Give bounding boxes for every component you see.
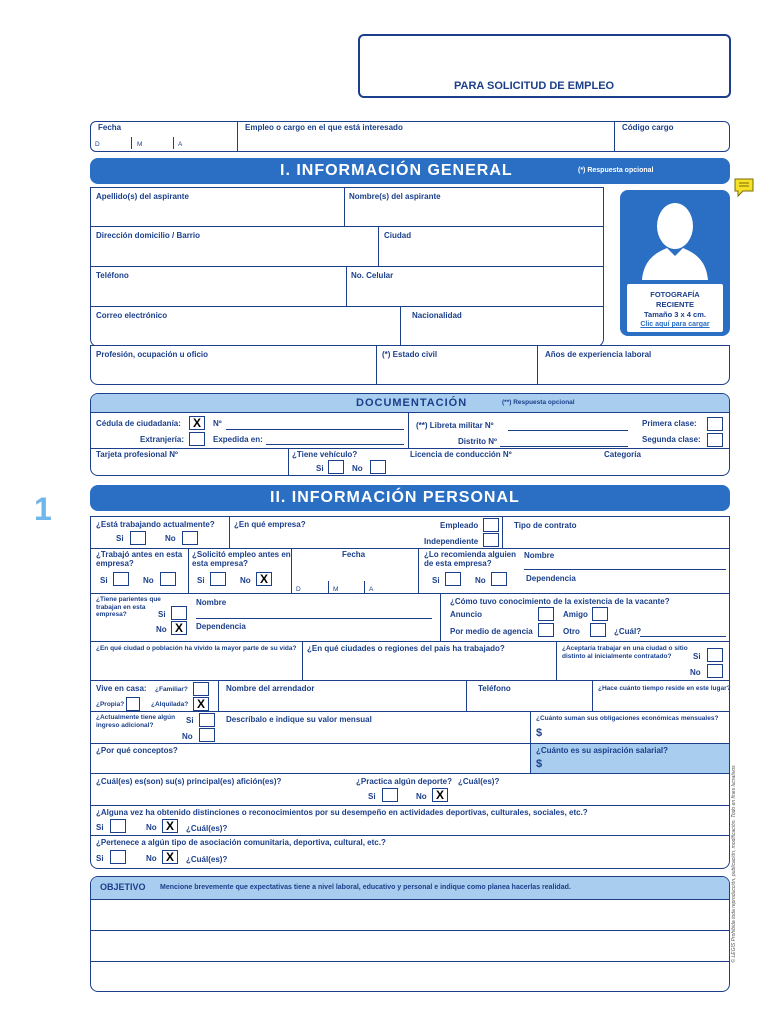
deporte-si-label: Si [368, 792, 376, 801]
objetivo-text: Mencione brevemente que expectativas tiene a nivel laboral, educativo y personal e indique como planea hacerlas realidad. [160, 884, 571, 891]
aspiracion-dollar: $ [536, 758, 543, 770]
asociacion-si-checkbox[interactable] [110, 850, 126, 864]
trabajo-antes-no-checkbox[interactable] [160, 572, 176, 586]
ingreso-no-checkbox[interactable] [199, 728, 215, 742]
primera-clase-label: Primera clase: [642, 419, 697, 428]
anuncio-checkbox[interactable] [538, 607, 554, 621]
extranjeria-checkbox[interactable] [189, 432, 205, 446]
section-personal-title: II. INFORMACIÓN PERSONAL [270, 489, 520, 506]
arrendador-telefono-label: Teléfono [478, 684, 511, 693]
photo-upload-link[interactable]: Clic aquí para cargar [640, 321, 710, 328]
libreta-label: (**) Libreta militar Nº [416, 421, 494, 430]
recomienda-dependencia-label: Dependencia [526, 574, 576, 583]
solicito-fecha-label: Fecha [342, 550, 366, 559]
asociacion-no-label: No [146, 854, 157, 863]
recomienda-si-label: Si [432, 576, 440, 585]
distinciones-no-label: No [146, 823, 157, 832]
distinciones-si-label: Si [96, 823, 104, 832]
solicito-month-label: M [333, 586, 339, 593]
cedula-label: Cédula de ciudadanía: [96, 419, 181, 428]
cedula-checkbox[interactable]: X [189, 416, 205, 430]
objetivo-title: OBJETIVO [100, 882, 146, 892]
documentacion-title: DOCUMENTACIÓN [356, 397, 468, 409]
independiente-label: Independiente [424, 537, 479, 546]
alquilada-label: ¿Alquilada? [151, 701, 189, 708]
trabajando-si-checkbox[interactable] [130, 531, 146, 545]
ingreso-si-label: Si [186, 716, 194, 725]
parientes-no-label: No [156, 625, 167, 634]
arrendador-label: Nombre del arrendador [226, 684, 315, 693]
profesion-label: Profesión, ocupación u oficio [96, 350, 209, 359]
celular-label: No. Celular [351, 271, 394, 280]
photo-line-3: Tamaño 3 x 4 cm. [644, 310, 706, 319]
distinciones-label: ¿Alguna vez ha obtenido distinciones o reconocimientos por su desempeño en actividades deportivas, culturales, sociales, etc.? [96, 808, 588, 817]
solicito-day-label: D [296, 586, 301, 593]
recomienda-no-label: No [475, 576, 486, 585]
recomienda-nombre-label: Nombre [524, 551, 555, 560]
documentacion-note: (**) Respuesta opcional [502, 399, 575, 406]
photo-line-2: RECIENTE [656, 300, 694, 309]
vive-label: Vive en casa: [96, 684, 147, 693]
vacante-cual-label: ¿Cuál? [614, 627, 642, 636]
aceptaria-si-checkbox[interactable] [707, 648, 723, 662]
parientes-dependencia-label: Dependencia [196, 622, 246, 631]
amigo-checkbox[interactable] [592, 607, 608, 621]
apellidos-label: Apellido(s) del aspirante [96, 192, 189, 201]
parientes-si-checkbox[interactable] [171, 606, 187, 620]
asociacion-no-checkbox[interactable]: X [162, 850, 178, 864]
aceptaria-no-checkbox[interactable] [707, 664, 723, 678]
propia-label: ¿Propia? [96, 701, 125, 708]
empleo-label: Empleo o cargo en el que está interesado [245, 123, 403, 132]
ingreso-no-label: No [182, 732, 193, 741]
solicito-year-label: A [369, 586, 374, 593]
trabajando-no-label: No [165, 534, 176, 543]
trabajo-antes-no-label: No [143, 576, 154, 585]
amigo-label: Amigo [563, 610, 588, 619]
fecha-label: Fecha [98, 123, 122, 132]
otro-label: Otro [563, 627, 580, 636]
month-label: M [137, 141, 143, 148]
conceptos-label: ¿Por qué conceptos? [96, 746, 178, 755]
alquilada-checkbox[interactable]: X [193, 697, 209, 711]
page-number: 1 [34, 491, 52, 527]
empleado-label: Empleado [440, 521, 479, 530]
asociacion-cual-label: ¿Cuál(es)? [186, 855, 228, 864]
anuncio-label: Anuncio [450, 610, 482, 619]
describalo-label: Descríbalo e indique su valor mensual [226, 715, 372, 724]
vehiculo-no-checkbox[interactable] [370, 460, 386, 474]
segunda-clase-label: Segunda clase: [642, 435, 701, 444]
section-general-title: I. INFORMACIÓN GENERAL [280, 162, 513, 179]
ciudad-label: Ciudad [384, 231, 412, 240]
tipo-contrato-label: Tipo de contrato [514, 521, 577, 530]
propia-checkbox[interactable] [126, 697, 140, 711]
distinciones-si-checkbox[interactable] [110, 819, 126, 833]
trabajando-no-checkbox[interactable] [182, 531, 198, 545]
tarjeta-label: Tarjeta profesional Nº [96, 450, 178, 459]
vacante-label: ¿Cómo tuvo conocimiento de la existencia de la vacante? [450, 597, 670, 606]
asociacion-label: ¿Pertenece a algún tipo de asociación comunitaria, deportiva, cultural, etc.? [96, 838, 386, 847]
deporte-si-checkbox[interactable] [382, 788, 398, 802]
obligaciones-dollar: $ [536, 727, 543, 739]
aspiracion-label: ¿Cuánto es su aspiración salarial? [536, 746, 669, 755]
section-general-note: (*) Respuesta opcional [578, 167, 654, 174]
trabajando-si-label: Si [116, 534, 124, 543]
solicito-si-label: Si [197, 576, 205, 585]
expedida-label: Expedida en: [213, 435, 263, 444]
vehiculo-no-label: No [352, 464, 363, 473]
parientes-nombre-label: Nombre [196, 598, 227, 607]
distrito-label: Distrito Nº [458, 437, 497, 446]
tiempo-label: ¿Hace cuánto tiempo reside en este lugar? [598, 685, 731, 692]
empleado-checkbox[interactable] [483, 518, 499, 532]
familiar-label: ¿Familiar? [155, 686, 188, 693]
recomienda-si-checkbox[interactable] [445, 572, 461, 586]
vehiculo-si-label: Si [316, 464, 324, 473]
nacionalidad-label: Nacionalidad [412, 311, 462, 320]
asociacion-si-label: Si [96, 854, 104, 863]
comment-icon[interactable] [733, 176, 755, 198]
solicito-no-checkbox[interactable]: X [256, 572, 272, 586]
deporte-no-label: No [416, 792, 427, 801]
vehiculo-label: ¿Tiene vehículo? [292, 450, 358, 459]
photo-line-1: FOTOGRAFÍA [650, 290, 700, 299]
form-title: PARA SOLICITUD DE EMPLEO [454, 80, 615, 92]
estado-civil-label: (*) Estado civil [382, 350, 438, 359]
parientes-label: ¿Tiene parientes que trabajan en esta empresa? [96, 596, 161, 618]
parientes-si-label: Si [158, 610, 166, 619]
primera-clase-checkbox[interactable] [707, 417, 723, 431]
trabajo-antes-label: ¿Trabajó antes en esta empresa? [96, 550, 183, 568]
aceptaria-no-label: No [690, 668, 701, 677]
trabajo-antes-si-label: Si [100, 576, 108, 585]
avatar [640, 196, 710, 280]
vehiculo-si-checkbox[interactable] [328, 460, 344, 474]
deporte-cual-label: ¿Cuál(es)? [458, 777, 500, 786]
nombres-label: Nombre(s) del aspirante [349, 192, 441, 201]
familiar-checkbox[interactable] [193, 682, 209, 696]
solicito-no-label: No [240, 576, 251, 585]
experiencia-label: Años de experiencia laboral [545, 350, 652, 359]
distinciones-cual-label: ¿Cuál(es)? [186, 824, 228, 833]
day-label: D [95, 141, 100, 148]
categoria-label: Categoría [604, 450, 641, 459]
distinciones-no-checkbox[interactable]: X [162, 819, 178, 833]
legal-text: © LEGIS Prohibida toda reproducción, publicación, modificación. Todo en fines lucrativos [731, 765, 737, 963]
independiente-checkbox[interactable] [483, 533, 499, 547]
deporte-label: ¿Practica algún deporte? [356, 777, 453, 786]
ciudades-trabajado-label: ¿En qué ciudades o regiones del país ha trabajado? [307, 644, 505, 653]
obligaciones-label: ¿Cuánto suman sus obligaciones económicas mensuales? [536, 715, 719, 722]
solicito-si-checkbox[interactable] [210, 572, 226, 586]
general-info-panel [90, 187, 604, 347]
cedula-no-label: Nº [213, 419, 222, 428]
extranjeria-label: Extranjería: [140, 435, 185, 444]
licencia-label: Licencia de conducción Nº [410, 450, 512, 459]
aceptaria-label: ¿Aceptaría trabajar en una ciudad o sitio distinto al inicialmente contratado? [562, 645, 688, 660]
recomienda-label: ¿Lo recomienda alguien de esta empresa? [424, 550, 517, 568]
ciudad-vivido-label: ¿En qué ciudad o población ha vivido la mayor parte de su vida? [96, 645, 297, 652]
recomienda-no-checkbox[interactable] [491, 572, 507, 586]
otro-checkbox[interactable] [590, 623, 606, 637]
solicito-label: ¿Solicitó empleo antes en esta empresa? [192, 550, 291, 568]
trabajo-antes-si-checkbox[interactable] [113, 572, 129, 586]
empresa-label: ¿En qué empresa? [234, 520, 306, 529]
direccion-label: Dirección domicilio / Barrio [96, 231, 201, 240]
codigo-label: Código cargo [622, 123, 674, 132]
aficion-label: ¿Cuál(es) es(son) su(s) principal(es) afición(es)? [96, 777, 282, 786]
trabajando-label: ¿Está trabajando actualmente? [96, 520, 215, 529]
agencia-label: Por medio de agencia [450, 627, 533, 636]
segunda-clase-checkbox[interactable] [707, 433, 723, 447]
agencia-checkbox[interactable] [538, 623, 554, 637]
parientes-no-checkbox[interactable]: X [171, 621, 187, 635]
ingreso-si-checkbox[interactable] [199, 713, 215, 727]
deporte-no-checkbox[interactable]: X [432, 788, 448, 802]
aceptaria-si-label: Si [693, 652, 701, 661]
telefono-label: Teléfono [96, 271, 129, 280]
ingreso-label: ¿Actualmente tiene algún ingreso adicional? [96, 714, 176, 729]
year-label: A [178, 141, 183, 148]
correo-label: Correo electrónico [96, 311, 168, 320]
